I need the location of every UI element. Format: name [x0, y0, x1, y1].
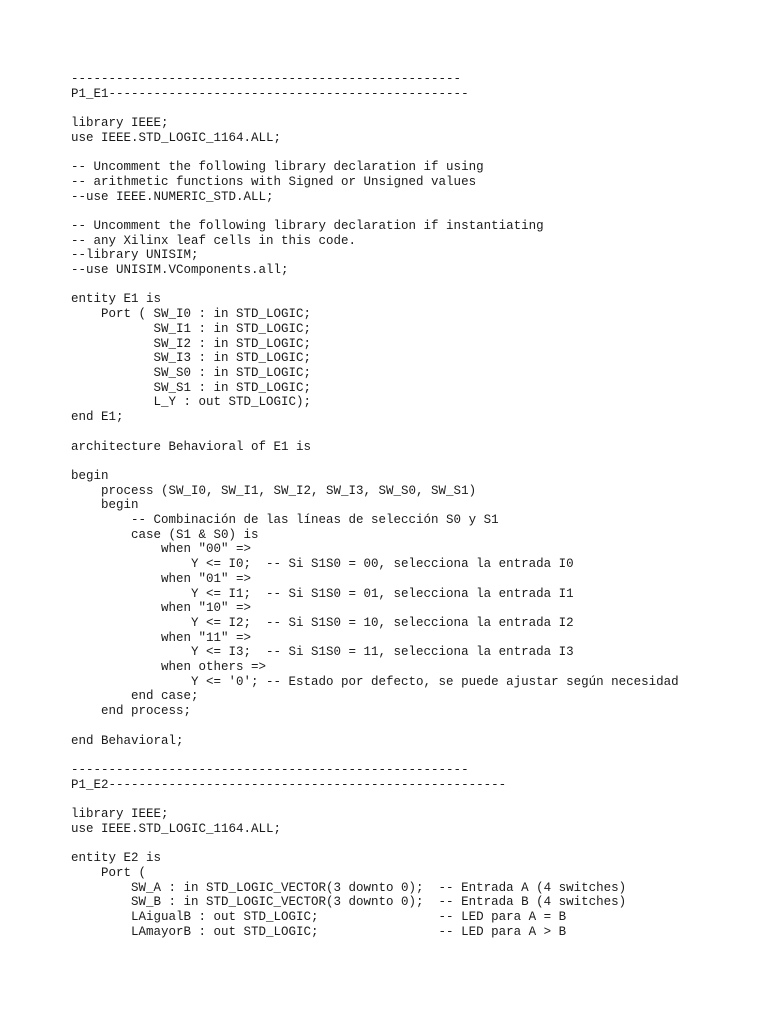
- code-line: [71, 719, 679, 734]
- code-line: when "01" =>: [71, 571, 252, 586]
- code-line: when "00" =>: [71, 542, 252, 557]
- code-line: -- arithmetic functions with Signed or Unsigned values: [71, 174, 477, 189]
- code-line: library IEEE;: [71, 116, 169, 131]
- code-line: [71, 425, 679, 440]
- code-line: end case;: [71, 689, 199, 704]
- code-line: --library UNISIM;: [71, 248, 199, 263]
- code-line: Y <= I0; -- Si S1S0 = 00, selecciona la entrada I0: [71, 557, 574, 572]
- code-line: SW_B : in STD_LOGIC_VECTOR(3 downto 0); -- Entrada B (4 switches): [71, 895, 627, 910]
- code-line: P1_E1------------------------------------------------: [71, 86, 469, 101]
- code-line: SW_S0 : in STD_LOGIC;: [71, 366, 312, 380]
- code-line: begin: [71, 498, 139, 513]
- code-line: end Behavioral;: [71, 733, 184, 748]
- code-line: -- any Xilinx leaf cells in this code.: [71, 233, 357, 248]
- code-line: LAmayorB : out STD_LOGIC; -- LED para A > B: [71, 924, 567, 939]
- code-line: LAigualB : out STD_LOGIC; -- LED para A = B: [71, 909, 567, 924]
- code-line: when others =>: [71, 660, 267, 675]
- code-line: begin: [71, 468, 109, 483]
- code-line: [71, 792, 679, 807]
- code-line: when "11" =>: [71, 630, 252, 645]
- code-line: P1_E2-----------------------------------------------------: [71, 777, 507, 792]
- code-line: [71, 454, 679, 469]
- code-line: Y <= I2; -- Si S1S0 = 10, selecciona la entrada I2: [71, 615, 574, 630]
- code-line: use IEEE.STD_LOGIC_1164.ALL;: [71, 821, 282, 836]
- code-line: SW_A : in STD_LOGIC_VECTOR(3 downto 0); -- Entrada A (4 switches): [71, 880, 627, 895]
- code-line: case (S1 & S0) is: [71, 527, 259, 542]
- code-line: [71, 748, 679, 763]
- code-line: Port (: [71, 865, 147, 880]
- code-line: -- Uncomment the following library declaration if using: [71, 160, 484, 175]
- code-line: SW_I3 : in STD_LOGIC;: [71, 351, 312, 366]
- code-line: architecture Behavioral of E1 is: [71, 439, 312, 454]
- code-line: SW_I1 : in STD_LOGIC;: [71, 321, 312, 336]
- code-line: Port ( SW_I0 : in STD_LOGIC;: [71, 307, 312, 322]
- code-line: SW_I2 : in STD_LOGIC;: [71, 336, 312, 351]
- code-line: use IEEE.STD_LOGIC_1164.ALL;: [71, 130, 282, 145]
- code-line: Y <= I3; -- Si S1S0 = 11, selecciona la entrada I3: [71, 645, 574, 660]
- code-line: [71, 101, 679, 116]
- code-line: library IEEE;: [71, 807, 169, 822]
- code-line: when "10" =>: [71, 601, 252, 616]
- code-line: Y <= I1; -- Si S1S0 = 01, selecciona la entrada I1: [71, 586, 574, 601]
- code-line: Y <= '0'; -- Estado por defecto, se puede ajustar según necesidad: [71, 674, 679, 689]
- code-line: [71, 146, 679, 161]
- code-line: end E1;: [71, 410, 124, 425]
- code-line: SW_S1 : in STD_LOGIC;: [71, 380, 312, 395]
- code-line: entity E2 is: [71, 851, 162, 866]
- code-line: -----------------------------------------------------: [71, 762, 469, 777]
- code-line: --use UNISIM.VComponents.all;: [71, 263, 289, 278]
- code-line: ----------------------------------------------------: [71, 72, 462, 86]
- code-line: L_Y : out STD_LOGIC);: [71, 395, 312, 410]
- code-line: process (SW_I0, SW_I1, SW_I2, SW_I3, SW_S0, SW_S1): [71, 483, 477, 498]
- code-line: end process;: [71, 704, 192, 719]
- code-line: --use IEEE.NUMERIC_STD.ALL;: [71, 189, 274, 204]
- code-listing: [71, 72, 679, 939]
- code-line: -- Combinación de las líneas de selección S0 y S1: [71, 513, 499, 527]
- code-line: [71, 836, 679, 851]
- code-line: entity E1 is: [71, 292, 162, 307]
- code-line: [71, 204, 679, 219]
- code-line: -- Uncomment the following library declaration if instantiating: [71, 218, 544, 233]
- code-line: [71, 278, 679, 293]
